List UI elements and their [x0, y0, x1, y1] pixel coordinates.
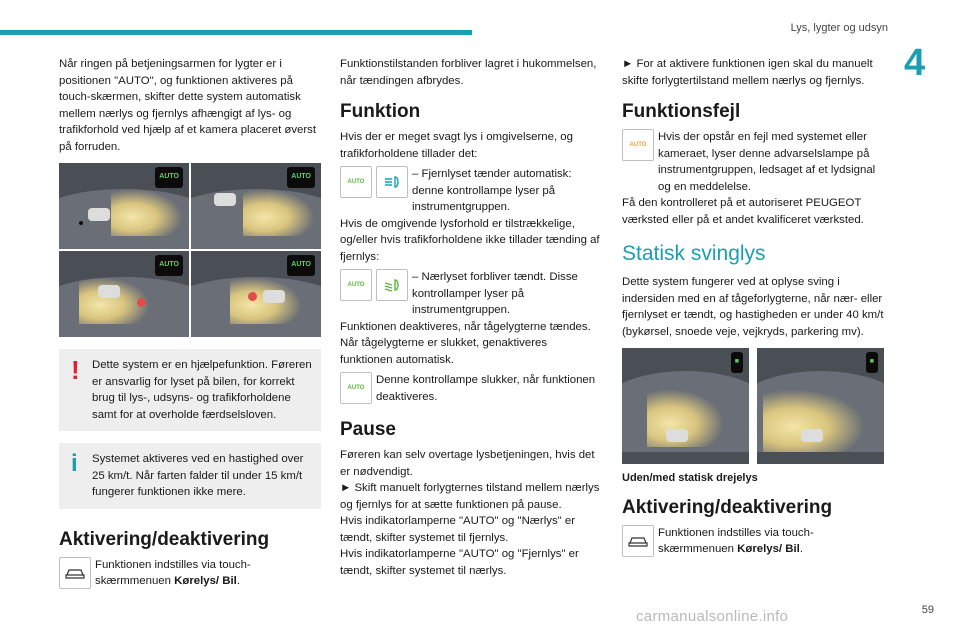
low-beam-row	[340, 269, 602, 319]
column-3	[622, 56, 884, 558]
heading-activation-static: Aktivering/deaktivering	[622, 496, 833, 518]
function-intro: Hvis der er meget svagt lys i omgivelserne, og trafikforholdene tillader det:	[340, 131, 573, 160]
warning-text: Dette system er en hjælpefunktion. Føreren er ansvarlig for lyset på bilen, for korrekt brug til lys-, udsyns- og trafikforholdene samt for at overholde færdselsloven.	[92, 359, 312, 421]
activation-row-static	[622, 525, 884, 558]
static-text: Dette system fungerer ved at oplyse sving i indersiden med en af tågeforlygterne, når nær- eller fjernlyset er tændt, og hastigheden er under 40 km/t (bykørsel, snoede veje, vejkryds, parkering mv).	[622, 276, 884, 338]
activation-text-static: Funktionen indstilles via touch-skærmmenuen Kørelys/ Bil.	[658, 526, 814, 555]
fault-row	[622, 129, 884, 195]
high-beam-icon	[376, 166, 408, 198]
high-beam-text: – Fjernlyset tænder automatisk: denne kontrollampe lyser på instrumentgruppen.	[412, 168, 572, 213]
info-text: Systemet aktiveres ved en hastighed over 25 km/t. Når farten falder til under 15 km/t fungerer funktionen ikke mere.	[92, 453, 304, 498]
illustration-scene-2	[191, 163, 321, 249]
pause-text-1: Føreren kan selv overtage lysbetjeningen, hvis det er nødvendigt.	[340, 449, 595, 478]
auto-high-beam-icon: AUTO	[340, 166, 372, 198]
info-icon: i	[71, 450, 78, 477]
car-front-icon: ■	[731, 352, 743, 373]
lamp-off-row	[340, 372, 602, 405]
auto-lamp-icon: AUTO	[340, 372, 372, 404]
watermark: carmanualsonline.info	[636, 608, 789, 625]
static-light-illustrations	[622, 348, 884, 464]
lamp-off-text: Denne kontrollampe slukker, når funktionen deaktiveres.	[376, 374, 596, 403]
auto-indicator-icon: AUTO	[155, 167, 183, 188]
saved-paragraph: Funktionstilstanden forbliver lagret i hukommelsen, når tændingen afbrydes.	[340, 58, 597, 87]
auto-indicator-icon: AUTO	[287, 167, 315, 188]
pause-text-3: Hvis indikatorlamperne "AUTO" og "Nærlys" er tændt, skifter systemet til fjernlys.	[340, 515, 575, 544]
low-beam-text: – Nærlyset forbliver tændt. Disse kontrollamper lyser på instrumentgruppen.	[412, 271, 578, 316]
reactivate-paragraph: ► For at aktivere funktionen igen skal du manuelt skifte forlygtertilstand mellem nærlys og fjernlys.	[622, 58, 873, 87]
car-settings-icon	[59, 557, 91, 589]
high-beam-row	[340, 166, 602, 216]
heading-activation: Aktivering/deaktivering	[59, 528, 270, 550]
illustration-without-cornering	[622, 348, 749, 464]
auto-low-beam-icon: AUTO	[340, 269, 372, 301]
illustration-scene-3	[59, 251, 189, 337]
info-notice	[59, 443, 321, 509]
auto-indicator-icon: AUTO	[287, 255, 315, 276]
illustration-scene-1	[59, 163, 189, 249]
pause-text-4: Hvis indikatorlamperne "AUTO" og "Fjernlys" er tændt, skifter systemet til nærlys.	[340, 548, 579, 577]
car-front-icon: ■	[866, 352, 878, 373]
car-settings-icon	[622, 525, 654, 557]
heading-function: Funktion	[340, 101, 421, 122]
column-2	[340, 56, 602, 579]
column-1	[59, 56, 321, 590]
illustration-with-cornering	[757, 348, 884, 464]
pause-text-2: ► Skift manuelt forlygternes tilstand mellem nærlys og fjernlys for at sætte funktionen på pause.	[340, 482, 600, 511]
activation-text: Funktionen indstilles via touch-skærmmenuen Kørelys/ Bil.	[95, 558, 251, 587]
page-number: 59	[921, 604, 934, 616]
auto-indicator-icon: AUTO	[155, 255, 183, 276]
fog-paragraph: Funktionen deaktiveres, når tågelygterne tændes. Når tågelygterne er slukket, genaktiveres funktionen automatisk.	[340, 320, 591, 366]
section-title: Lys, lygter og udsyn	[790, 22, 888, 34]
chapter-number: 4	[904, 42, 926, 84]
illustration-scene-4	[191, 251, 321, 337]
low-beam-icon	[376, 269, 408, 301]
fault-text: Hvis der opstår en fejl med systemet eller kameraet, lyser denne advarselslampe på instrumentgruppen, ledsaget af et lydsignal og en meddelelse.	[658, 131, 876, 193]
fault-check: Få den kontrolleret på et autoriseret PEUGEOT værksted eller på et andet kvalificeret værksted.	[622, 197, 864, 226]
warning-notice	[59, 349, 321, 431]
heading-static-cornering: Statisk svinglys	[622, 242, 766, 265]
activation-row	[59, 557, 321, 590]
heading-fault: Funktionsfejl	[622, 101, 741, 122]
fault-warning-icon: AUTO	[622, 129, 654, 161]
warning-icon: !	[71, 355, 80, 385]
illustration-caption: Uden/med statisk drejelys	[622, 472, 758, 484]
conditions-paragraph: Hvis de omgivende lysforhold er tilstrækkelige, og/eller hvis trafikforholdene ikke tillader tænding af fjernlys:	[340, 217, 600, 263]
header-accent-bar	[0, 30, 472, 35]
heading-pause: Pause	[340, 419, 396, 440]
intro-paragraph: Når ringen på betjeningsarmen for lygter er i positionen "AUTO", og funktionen aktiveres på touch-skærmen, skifter dette system automatisk mellem nærlys og fjernlys afhængigt af lys- og trafikforhold ved hjælp af et kamera placeret øverst på forruden.	[59, 58, 317, 153]
illustration-grid	[59, 163, 321, 337]
